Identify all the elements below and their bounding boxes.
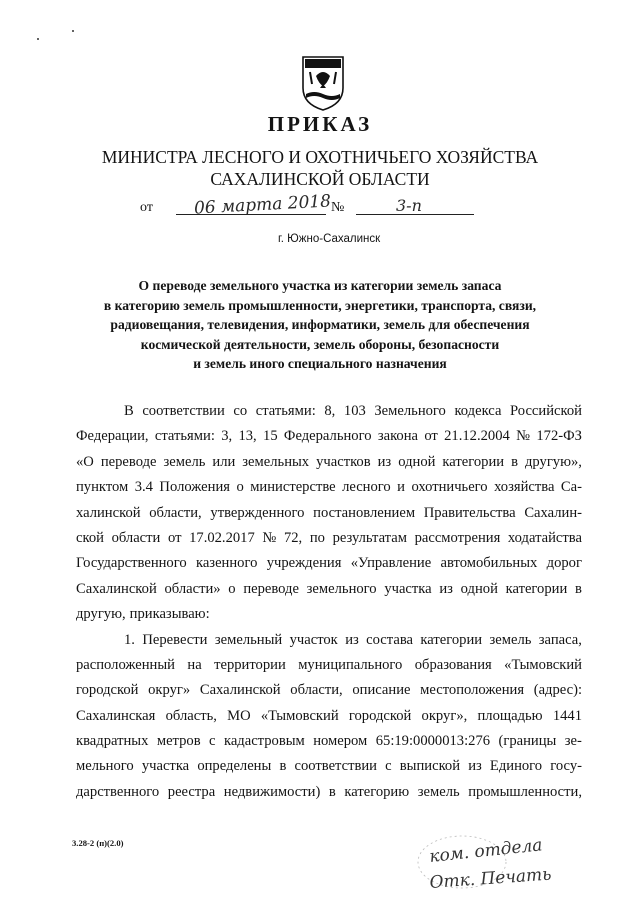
order-subject-heading	[0, 276, 640, 374]
body-line: квадратных метров с кадастровым номером 65:19:0000013:276 (границы зе-	[76, 733, 582, 750]
heading-line: и земель иного специального назначения	[193, 356, 447, 372]
body-line: В соответствии со статьями: 8, 103 Земельного кодекса Российской	[124, 403, 582, 419]
city-line: г. Южно-Сахалинск	[278, 233, 381, 245]
body-line: халинской области, утвержденного постановлением Правительства Сахалин-	[76, 504, 582, 521]
body-line: Государственного казенного учреждения «Управление автомобильных дорог	[76, 555, 582, 572]
approval-stamp	[412, 830, 602, 894]
body-line: мельного участка определены в соответствии с выпиской из Единого госу-	[76, 758, 582, 775]
body-line: пунктом 3.4 Положения о министерстве лесного и охотничьего хозяйства Са-	[76, 479, 582, 496]
body-line: 1. Перевести земельный участок из состава категории земель запаса,	[124, 631, 582, 648]
body-line: Сахалинской области» о переводе земельного участка из одной категории в	[76, 580, 582, 597]
scan-speck	[37, 38, 39, 40]
document-title: ПРИКАЗ	[267, 112, 373, 136]
date-prefix: от	[140, 200, 153, 215]
stamp-note-line: ком. отдела	[428, 835, 544, 867]
body-line: «О переводе земель или земельных участков из одной категории в другую»,	[76, 453, 582, 470]
body-line: Федерации, статьями: 3, 13, 15 Федерального закона от 21.12.2004 № 172-ФЗ	[76, 428, 582, 445]
body-line: Сахалинская область, МО «Тымовский городской округ», площадью 1441	[76, 707, 582, 724]
coat-of-arms-icon	[300, 54, 346, 112]
body-line: другую, приказываю:	[76, 606, 210, 623]
heading-line: радиовещания, телевидения, информатики, земель для обеспечения	[110, 317, 530, 333]
form-code: 3.28-2 (п)(2.0)	[72, 838, 124, 848]
body-line: дарственного реестра недвижимости) в категорию земель промышленности,	[76, 783, 582, 800]
heading-line: космической деятельности, земель обороны, безопасности	[140, 336, 500, 352]
stamp-note-line: Отк. Печать	[428, 864, 553, 893]
number-prefix: №	[331, 200, 345, 215]
ministry-line: МИНИСТРА ЛЕСНОГО И ОХОТНИЧЬЕГО ХОЗЯЙСТВА	[101, 147, 539, 167]
scan-speck	[72, 30, 74, 32]
ministry-line: САХАЛИНСКОЙ ОБЛАСТИ	[210, 169, 430, 189]
body-line: городской округ» Сахалинской области, описание местоположения (адрес):	[76, 682, 582, 699]
body-line: ской области от 17.02.2017 № 72, по результатам рассмотрения ходатайства	[76, 529, 582, 546]
handwritten-date: 06 марта 2018	[193, 191, 332, 219]
ministry-name	[0, 146, 640, 190]
body-line: расположенный на территории муниципального образования «Тымовский	[76, 656, 582, 673]
heading-line: в категорию земель промышленности, энергетики, транспорта, связи,	[103, 297, 537, 313]
handwritten-number: 3-п	[396, 196, 422, 215]
heading-line: О переводе земельного участка из категории земель запаса	[138, 278, 502, 293]
order-body	[76, 399, 582, 805]
